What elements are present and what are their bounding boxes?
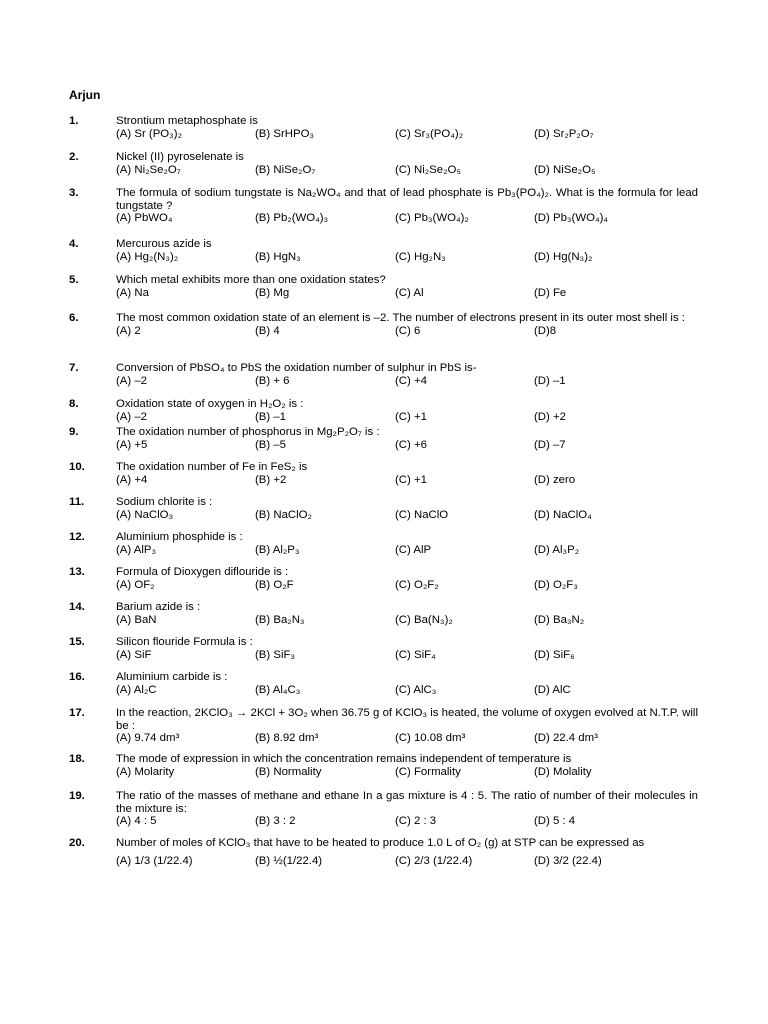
question-number: 13. — [69, 566, 85, 578]
option-b: (B) NiSe₂O₇ — [255, 163, 316, 176]
option-b: (B) SrHPO₃ — [255, 127, 315, 140]
option-b: (B) Mg — [255, 286, 290, 299]
option-a: (A) Ni₂Se₂O₇ — [116, 163, 181, 176]
question-text: Aluminium carbide is : — [116, 671, 228, 683]
question-number: 19. — [69, 790, 85, 802]
option-d: (D) O₂F₃ — [534, 578, 578, 591]
question-number: 16. — [69, 671, 85, 683]
option-a: (A) 4 : 5 — [116, 815, 157, 827]
option-d: (D) Hg(N₃)₂ — [534, 250, 593, 263]
option-a: (A) Na — [116, 286, 149, 299]
question-text: Conversion of PbSO₄ to PbS the oxidation number of sulphur in PbS is- — [116, 362, 477, 374]
question-text: Sodium chlorite is : — [116, 496, 213, 508]
option-c: (C) 6 — [395, 324, 421, 337]
option-b: (B) Normality — [255, 765, 322, 778]
question — [69, 362, 698, 388]
question — [69, 426, 698, 452]
options-row — [116, 251, 698, 264]
option-a: (A) 2 — [116, 324, 141, 337]
option-c: (C) Ba(N₃)₂ — [395, 613, 453, 626]
question — [69, 461, 698, 487]
question — [69, 837, 698, 868]
option-c: (C) +1 — [395, 410, 427, 423]
option-b: (B) HgN₃ — [255, 250, 301, 263]
option-a: (A) Al₂C — [116, 683, 157, 696]
question — [69, 187, 698, 225]
option-c: (C) Sr₃(PO₄)₂ — [395, 127, 464, 140]
question — [69, 274, 698, 300]
option-a: (A) BaN — [116, 613, 157, 626]
option-d: (D) zero — [534, 473, 576, 486]
option-d: (D) Pb₃(WO₄)₄ — [534, 212, 609, 224]
question-number: 4. — [69, 238, 79, 250]
option-a: (A) PbWO₄ — [116, 212, 173, 224]
question — [69, 601, 698, 627]
options-row — [116, 579, 698, 592]
option-a: (A) +5 — [116, 438, 148, 451]
option-d: (D) 5 : 4 — [534, 815, 576, 827]
option-b: (B) –5 — [255, 438, 287, 451]
option-c: (C) AlP — [395, 543, 432, 556]
question-number: 14. — [69, 601, 85, 613]
question-number: 5. — [69, 274, 79, 286]
question-text: The oxidation number of Fe in FeS₂ is — [116, 461, 308, 473]
option-c: (C) NaClO — [395, 508, 449, 521]
option-a: (A) Molarity — [116, 765, 175, 778]
options-row — [116, 509, 698, 522]
option-c: (C) 2 : 3 — [395, 815, 437, 827]
option-b: (B) +2 — [255, 473, 287, 486]
question — [69, 671, 698, 697]
question-number: 6. — [69, 312, 79, 324]
option-c: (C) +1 — [395, 473, 427, 486]
option-c: (C) Formality — [395, 765, 461, 778]
question — [69, 531, 698, 557]
question-text: Mercurous azide is — [116, 238, 212, 250]
option-d: (D) +2 — [534, 410, 566, 423]
question — [69, 151, 698, 177]
question — [69, 238, 698, 264]
option-d: (D) NaClO₄ — [534, 508, 592, 521]
question-number: 11. — [69, 496, 85, 508]
options-row — [116, 815, 698, 828]
options-row — [116, 474, 698, 487]
option-a: (A) –2 — [116, 410, 148, 423]
option-a: (A) Hg₂(N₃)₂ — [116, 250, 179, 263]
option-c: (C) O₂F₂ — [395, 578, 439, 591]
question-text: Which metal exhibits more than one oxidation states? — [116, 274, 386, 286]
options-row — [116, 614, 698, 627]
option-a: (A) –2 — [116, 374, 148, 387]
question-text: Formula of Dioxygen diflouride is : — [116, 566, 289, 578]
question-number: 1. — [69, 115, 79, 127]
option-d: (D) Fe — [534, 286, 567, 299]
option-c: (C) Ni₂Se₂O₅ — [395, 163, 461, 176]
option-b: (B) –1 — [255, 410, 287, 423]
options-row — [116, 855, 698, 868]
question-number: 20. — [69, 837, 85, 849]
option-a: (A) OF₂ — [116, 578, 155, 591]
question — [69, 398, 698, 424]
option-a: (A) 9.74 dm³ — [116, 732, 180, 744]
option-c: (C) 10.08 dm³ — [395, 732, 466, 744]
option-b: (B) + 6 — [255, 374, 290, 387]
option-b: (B) 3 : 2 — [255, 815, 296, 827]
question — [69, 312, 698, 338]
question-number: 2. — [69, 151, 79, 163]
option-b: (B) 4 — [255, 324, 280, 337]
option-c: (C) Pb₃(WO₄)₂ — [395, 212, 469, 224]
option-d: (D)8 — [534, 324, 557, 337]
question-text: The mode of expression in which the concentration remains independent of temperature is — [116, 753, 572, 765]
question-text: The formula of sodium tungstate is Na₂WO₄ and that of lead phosphate is Pb₃(PO₄)₂. What is the formula for lead tungstate ? — [116, 187, 698, 212]
option-d: (D) Sr₂P₂O₇ — [534, 127, 594, 140]
question — [69, 707, 698, 745]
options-row — [116, 287, 698, 300]
question — [69, 496, 698, 522]
question-number: 15. — [69, 636, 85, 648]
question-text: Silicon flouride Formula is : — [116, 636, 253, 648]
options-row — [116, 128, 698, 141]
question-text: Oxidation state of oxygen in H₂O₂ is : — [116, 398, 304, 410]
option-d: (D) Al₃P₂ — [534, 543, 580, 556]
question-text: The most common oxidation state of an element is –2. The number of electrons present in its outer most shell is : — [116, 312, 685, 324]
option-d: (D) AlC — [534, 683, 571, 696]
question-number: 17. — [69, 707, 85, 719]
question-number: 18. — [69, 753, 85, 765]
question-number: 3. — [69, 187, 79, 199]
options-row — [116, 212, 698, 225]
question-text: Nickel (II) pyroselenate is — [116, 151, 244, 163]
option-b: (B) O₂F — [255, 578, 294, 591]
option-d: (D) Molality — [534, 765, 592, 778]
options-row — [116, 766, 698, 779]
options-row — [116, 732, 698, 745]
question-number: 12. — [69, 531, 85, 543]
question-text: Barium azide is : — [116, 601, 201, 613]
question-number: 9. — [69, 426, 79, 438]
options-row — [116, 439, 698, 452]
option-a: (A) NaClO₃ — [116, 508, 174, 521]
option-c: (C) 2/3 (1/22.4) — [395, 854, 473, 867]
options-row — [116, 164, 698, 177]
question-number: 7. — [69, 362, 79, 374]
question — [69, 636, 698, 662]
option-d: (D) NiSe₂O₅ — [534, 163, 596, 176]
options-row — [116, 411, 698, 424]
question-text: The ratio of the masses of methane and ethane In a gas mixture is 4 : 5. The ratio of number of their molecules in the mixture is: — [116, 790, 698, 815]
option-a: (A) Sr (PO₃)₂ — [116, 127, 183, 140]
option-a: (A) 1/3 (1/22.4) — [116, 854, 193, 867]
options-row — [116, 325, 698, 338]
question — [69, 115, 698, 141]
option-a: (A) SiF — [116, 648, 152, 661]
option-b: (B) Al₂P₃ — [255, 543, 300, 556]
question — [69, 790, 698, 828]
option-d: (D) 22.4 dm³ — [534, 732, 598, 744]
question-text: The oxidation number of phosphorus in Mg₂P₂O₇ is : — [116, 426, 380, 438]
question — [69, 566, 698, 592]
options-row — [116, 544, 698, 557]
question-text: Aluminium phosphide is : — [116, 531, 243, 543]
question-number: 10. — [69, 461, 85, 473]
option-c: (C) SiF₄ — [395, 648, 436, 661]
question-number: 8. — [69, 398, 79, 410]
option-c: (C) AlC₃ — [395, 683, 437, 696]
option-b: (B) Ba₂N₃ — [255, 613, 305, 626]
question-text: Number of moles of KClO₃ that have to be heated to produce 1.0 L of O₂ (g) at STP can be expressed as — [116, 837, 645, 849]
option-d: (D) 3/2 (22.4) — [534, 854, 602, 867]
option-d: (D) Ba₃N₂ — [534, 613, 585, 626]
question-text: In the reaction, 2KClO₃ → 2KCl + 3O₂ when 36.75 g of KClO₃ is heated, the volume of oxygen evolved at N.T.P. will be : — [116, 707, 698, 732]
option-d: (D) SiF₆ — [534, 648, 575, 661]
question — [69, 753, 698, 779]
option-d: (D) –7 — [534, 438, 566, 451]
option-a: (A) AlP₃ — [116, 543, 157, 556]
page-title: Arjun — [69, 88, 101, 102]
options-row — [116, 375, 698, 388]
option-b: (B) ½(1/22.4) — [255, 854, 323, 867]
option-b: (B) Al₄C₃ — [255, 683, 301, 696]
option-b: (B) SiF₃ — [255, 648, 296, 661]
question-text: Strontium metaphosphate is — [116, 115, 258, 127]
option-c: (C) Hg₂N₃ — [395, 250, 446, 263]
option-b: (B) Pb₂(WO₄)₃ — [255, 212, 329, 224]
options-row — [116, 684, 698, 697]
options-row — [116, 649, 698, 662]
option-c: (C) +6 — [395, 438, 427, 451]
option-a: (A) +4 — [116, 473, 148, 486]
option-d: (D) –1 — [534, 374, 566, 387]
option-c: (C) +4 — [395, 374, 427, 387]
option-b: (B) 8.92 dm³ — [255, 732, 319, 744]
option-b: (B) NaClO₂ — [255, 508, 312, 521]
option-c: (C) Al — [395, 286, 424, 299]
